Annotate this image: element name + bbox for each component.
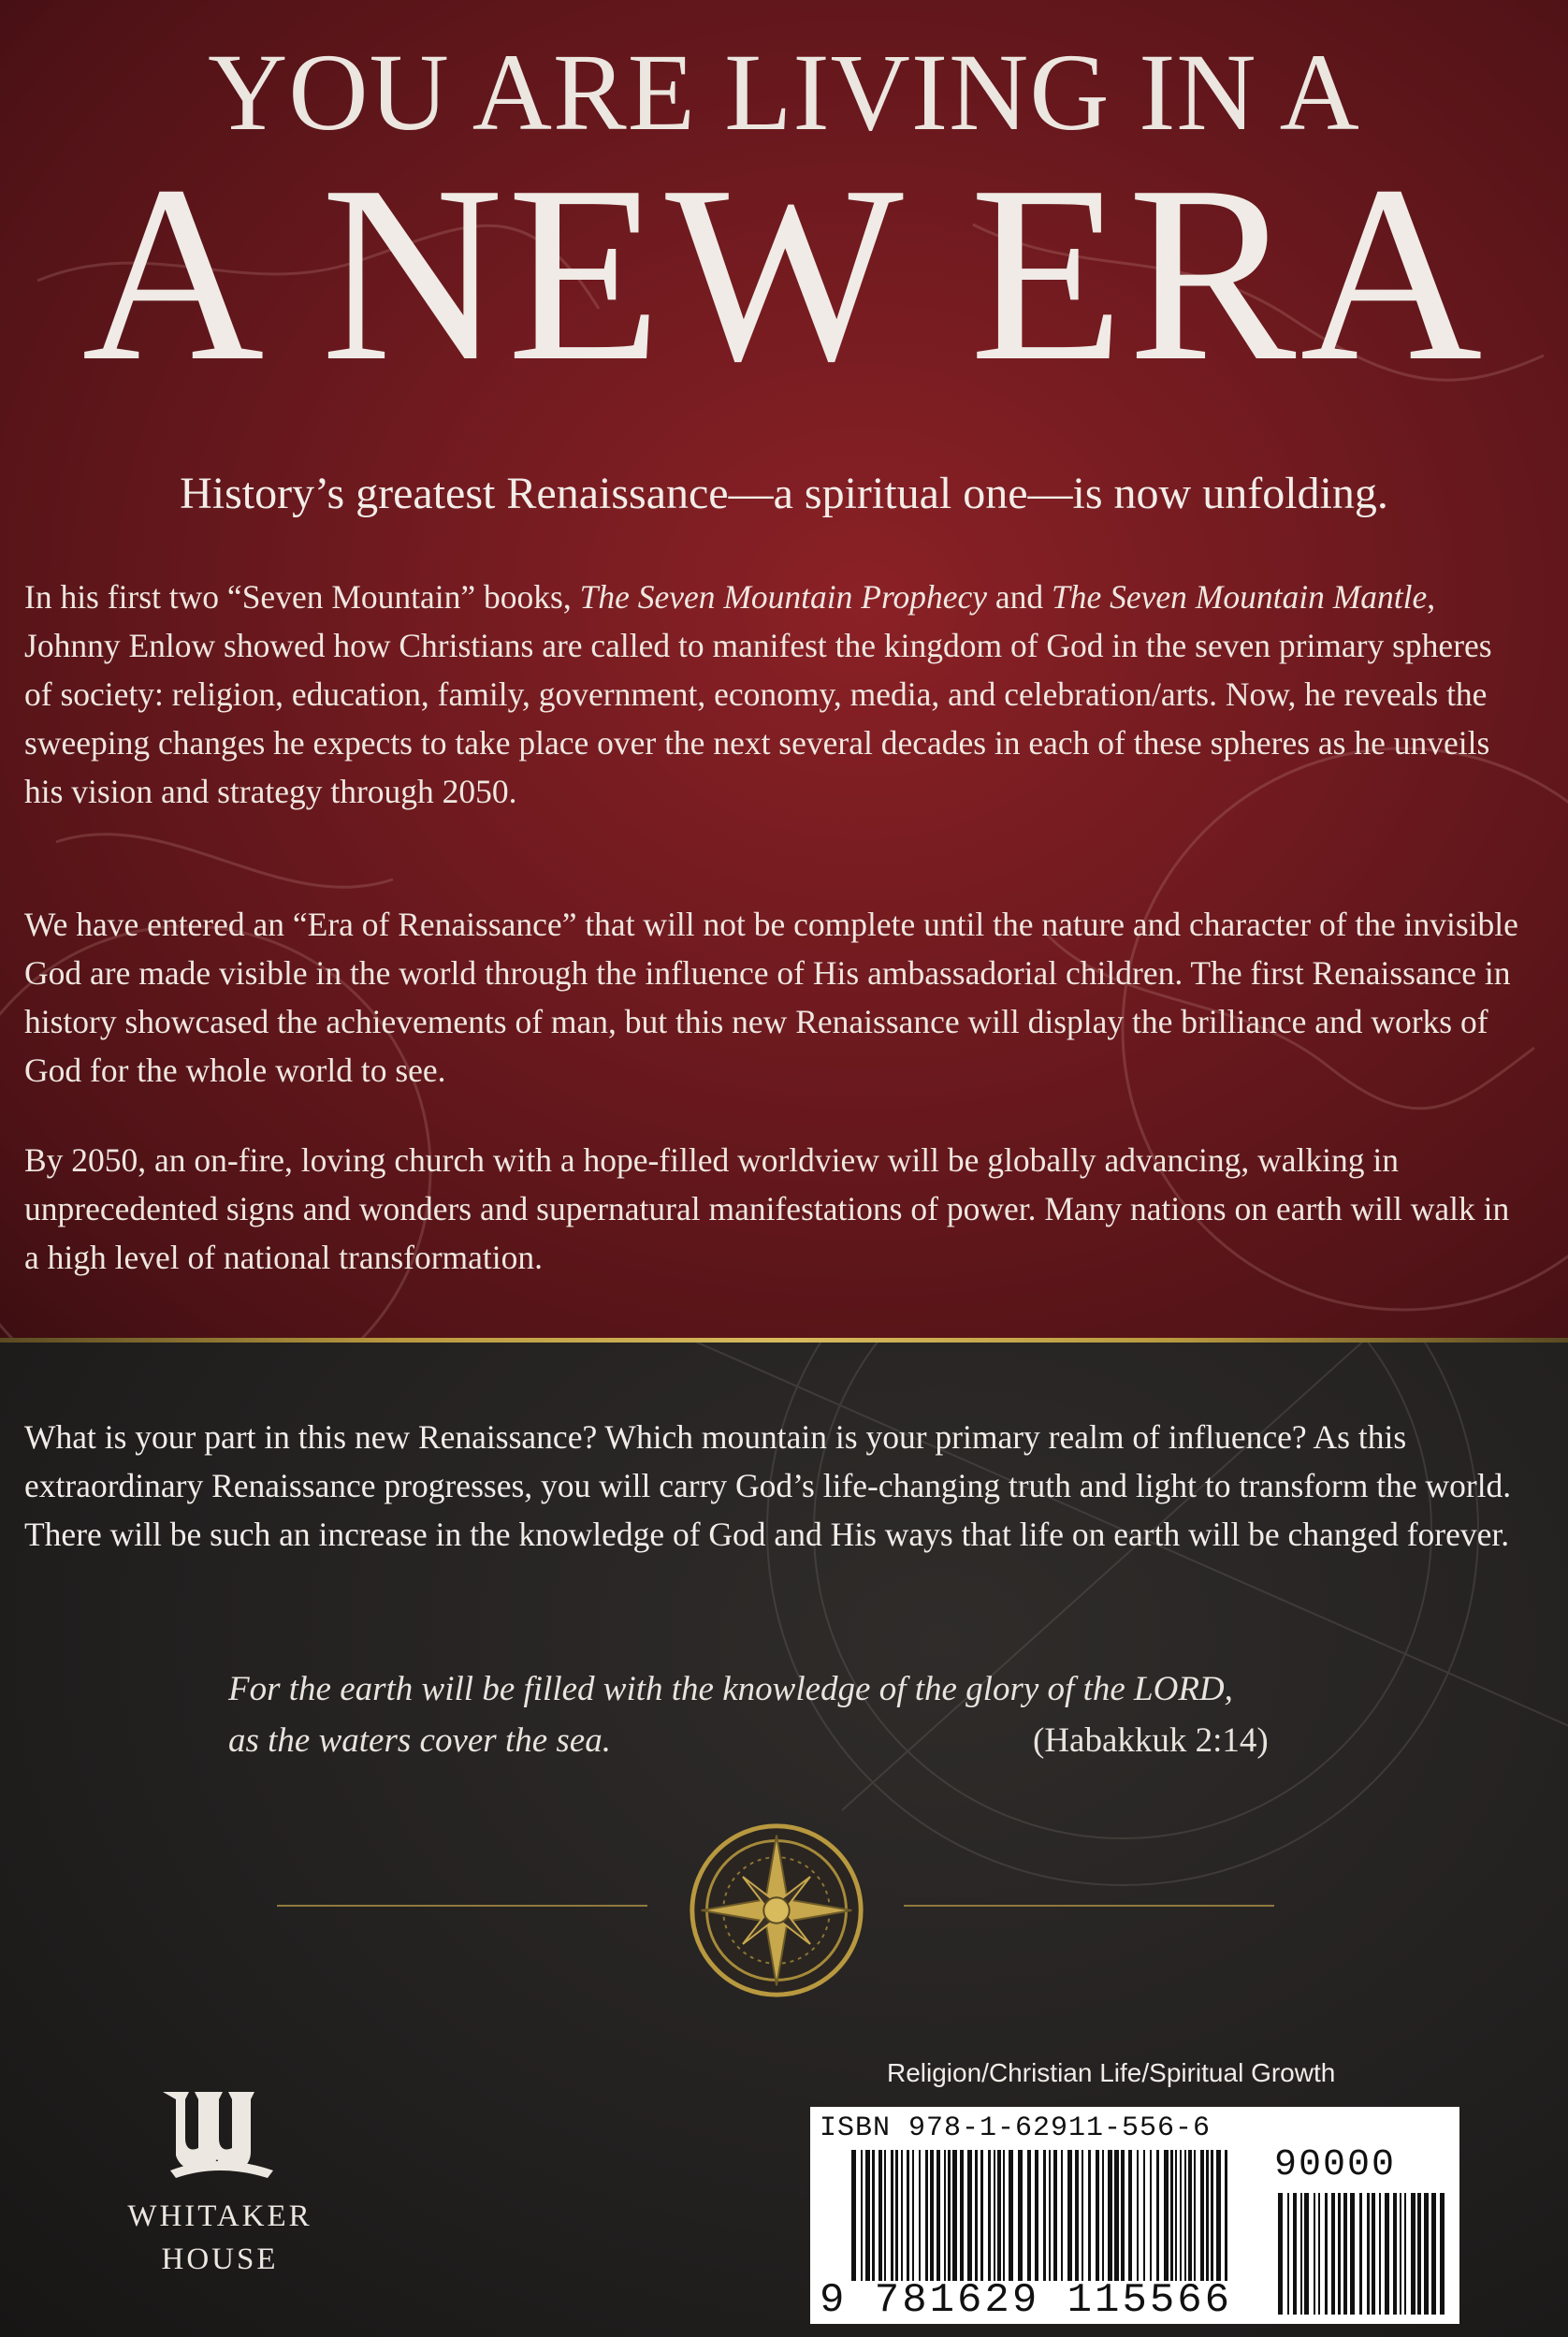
- barcode-bar: [1003, 2150, 1005, 2281]
- barcode-bar: [1061, 2150, 1063, 2281]
- ornament-rule-right: [904, 1905, 1274, 1907]
- barcode-bar: [967, 2150, 972, 2281]
- barcode-bar: [1180, 2150, 1182, 2281]
- barcode-bar: [1067, 2150, 1072, 2281]
- barcode-bar: [1379, 2193, 1381, 2315]
- paragraph-1-rest: , Johnny Enlow showed how Christians are called to manifest the kingdom of God in the seven primary spheres of society: religion, education, family, government, economy, media, and celebration/arts. Now, he reveals the sweeping changes he expects to take place over the next several decades in each of these spheres as he unveils his vision and strategy through 2050.: [24, 578, 1492, 810]
- barcode-bar: [1287, 2193, 1289, 2315]
- barcode-bar: [1184, 2150, 1186, 2281]
- barcode-bar: [1043, 2150, 1046, 2281]
- publisher-name-line-2: HOUSE: [161, 2243, 279, 2276]
- barcode-bar: [1216, 2150, 1221, 2281]
- barcode-bar: [1053, 2150, 1057, 2281]
- paragraph-4: What is your part in this new Renaissance? Which mountain is your primary realm of influence? As this extraordinary Renaissance progresses, you will carry God’s life-changing truth and light to transform the world. There will be such an increase in the knowledge of God and His ways that life on earth will be changed forever.: [24, 1418, 1512, 1553]
- barcode-bar: [1318, 2193, 1320, 2315]
- barcode-bar: [952, 2150, 957, 2281]
- paragraph-1-intro: In his first two “Seven Mountain” books,: [24, 578, 580, 616]
- barcode-bar: [1035, 2150, 1038, 2281]
- barcode-bar: [1164, 2150, 1169, 2281]
- barcode-bar: [936, 2150, 940, 2281]
- barcode-bar: [1440, 2193, 1445, 2315]
- barcode-bar: [1300, 2193, 1302, 2315]
- barcode-bar: [1121, 2150, 1125, 2281]
- barcode-panel: [810, 2107, 1459, 2324]
- barcode-bar: [1049, 2150, 1051, 2281]
- barcode-bar: [907, 2150, 909, 2281]
- barcode-bar: [1411, 2193, 1416, 2315]
- price-barcode: [1278, 2193, 1446, 2315]
- barcode-bar: [944, 2150, 946, 2281]
- barcode-bar: [851, 2150, 856, 2281]
- barcode-bar: [1096, 2150, 1099, 2281]
- barcode-bar: [1075, 2150, 1079, 2281]
- barcode-bar: [1424, 2193, 1429, 2315]
- barcode-bar: [865, 2150, 870, 2281]
- barcode-bar: [1150, 2150, 1152, 2281]
- barcode-bar: [1404, 2193, 1406, 2315]
- ean-digits-text: 9 781629 115566: [820, 2277, 1233, 2324]
- barcode-bar: [1350, 2193, 1355, 2315]
- barcode-bar: [1156, 2150, 1159, 2281]
- price-code-text: 90000: [1274, 2144, 1397, 2186]
- barcode-bar: [1082, 2150, 1083, 2281]
- subheadline: History’s greatest Renaissance—a spiritual one—is now unfolding.: [180, 469, 1388, 518]
- barcode-bar: [872, 2150, 875, 2281]
- barcode-bar: [1325, 2193, 1328, 2315]
- barcode-bar: [1128, 2150, 1132, 2281]
- paragraph-2: We have entered an “Era of Renaissance” that will not be complete until the nature and character of the invisible God are made visible in the world through the influence of His ambassadorial children. The first Renaissance in history showcased the achievements of man, but this new Renaissance will display the brilliance and works of God for the whole world to see.: [24, 906, 1518, 1089]
- barcode-bar: [878, 2150, 882, 2281]
- barcode-bar: [1417, 2193, 1421, 2315]
- headline-line-2: A NEW ERA: [81, 134, 1487, 414]
- barcode-bar: [1114, 2150, 1119, 2281]
- barcode-bar: [1027, 2150, 1031, 2281]
- publisher-logo: [112, 2086, 327, 2276]
- barcode-bar: [1367, 2193, 1370, 2315]
- barcode-bar: [1314, 2193, 1315, 2315]
- book-title-prophecy: The Seven Mountain Prophecy: [579, 578, 987, 616]
- barcode-bar: [1088, 2150, 1091, 2281]
- barcode-bar: [1206, 2150, 1209, 2281]
- whitaker-house-logo-icon: [157, 2086, 281, 2180]
- barcode-bar: [1225, 2150, 1227, 2281]
- barcode-bar: [1293, 2193, 1297, 2315]
- barcode-bar: [975, 2150, 978, 2281]
- barcode-bar: [1200, 2150, 1204, 2281]
- paragraph-1-and: and: [986, 578, 1052, 616]
- barcode-bar: [1400, 2193, 1401, 2315]
- barcode-bar: [1137, 2150, 1139, 2281]
- barcode-bar: [895, 2150, 898, 2281]
- barcode-bar: [1194, 2150, 1196, 2281]
- barcode-bar: [1304, 2193, 1309, 2315]
- barcode-bar: [930, 2150, 934, 2281]
- barcode-bar: [1018, 2150, 1023, 2281]
- compass-rose-icon: [685, 1819, 868, 2002]
- barcode-bar: [1331, 2193, 1335, 2315]
- barcode-bar: [891, 2150, 893, 2281]
- barcode-bar: [1338, 2193, 1341, 2315]
- barcode-bar: [1372, 2193, 1375, 2315]
- barcode-bar: [1278, 2193, 1283, 2315]
- barcode-bar: [1143, 2150, 1145, 2281]
- barcode-bar: [1343, 2193, 1347, 2315]
- barcode-bar: [1385, 2193, 1389, 2315]
- barcode-bar: [925, 2150, 928, 2281]
- barcode-bar: [919, 2150, 921, 2281]
- barcode-bar: [997, 2150, 1001, 2281]
- quote-reference: (Habakkuk 2:14): [1033, 1721, 1269, 1760]
- quote-line-1: For the earth will be filled with the knowledge of the glory of the LORD,: [228, 1670, 1233, 1708]
- barcode-bar: [884, 2150, 886, 2281]
- barcode-bar: [1211, 2150, 1213, 2281]
- publisher-name-line-1: WHITAKER: [127, 2199, 312, 2233]
- barcode-bar: [1108, 2150, 1112, 2281]
- barcode-bar: [1188, 2150, 1192, 2281]
- headline-line-1: YOU ARE LIVING IN A: [208, 31, 1360, 153]
- barcode-bar: [960, 2150, 964, 2281]
- ornament-rule-left: [277, 1905, 647, 1907]
- scripture-quote: [228, 1663, 1332, 1766]
- category-label: Religion/Christian Life/Spiritual Growth: [887, 2058, 1336, 2087]
- paragraph-3: By 2050, an on-fire, loving church with a hope-filled worldview will be globally advancing, walking in unprecedented signs and wonders and supernatural manifestations of power. Many nations on earth will walk in a high level of national transformation.: [24, 1141, 1510, 1276]
- barcode-bar: [948, 2150, 951, 2281]
- isbn-text: ISBN 978-1-62911-556-6: [820, 2112, 1212, 2144]
- barcode-bar: [1393, 2193, 1397, 2315]
- barcode-bar: [861, 2150, 863, 2281]
- paragraph-1: [24, 573, 1521, 816]
- barcode-bar: [1359, 2193, 1362, 2315]
- book-title-mantle: The Seven Mountain Mantle: [1052, 578, 1428, 616]
- barcode-bar: [1102, 2150, 1104, 2281]
- barcode-bar: [912, 2150, 914, 2281]
- quote-line-2: as the waters cover the sea.: [228, 1721, 611, 1760]
- barcode-bar: [988, 2150, 991, 2281]
- ean-barcode: [851, 2150, 1254, 2281]
- barcode-bar: [1431, 2193, 1436, 2315]
- barcode-bar: [994, 2150, 995, 2281]
- barcode-bar: [980, 2150, 983, 2281]
- barcode-bar: [1009, 2150, 1013, 2281]
- barcode-bar: [901, 2150, 903, 2281]
- barcode-bar: [1170, 2150, 1173, 2281]
- barcode-bar: [1175, 2150, 1177, 2281]
